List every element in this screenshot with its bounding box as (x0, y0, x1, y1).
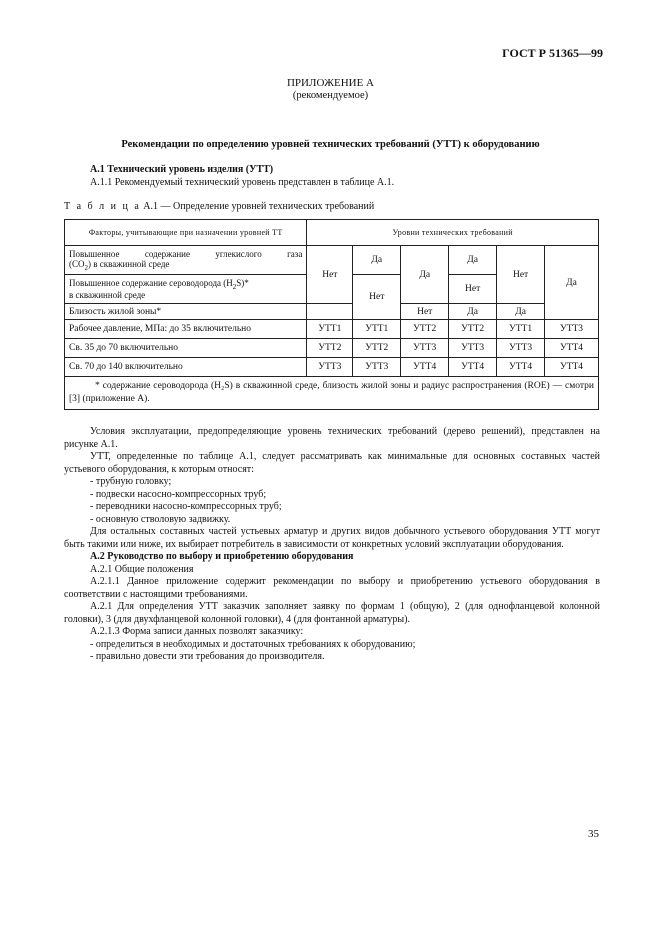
cell-co2-yes-c: Да (449, 246, 497, 275)
level-cell: УТТ1 (353, 320, 401, 339)
factor-zone: Близость жилой зоны* (65, 304, 307, 320)
header-factors: Факторы, учитывающие при назначении уровней ТТ (65, 220, 307, 246)
factor-h2s-line1 (69, 278, 302, 291)
list-item: - переводники насосно-компрессорных труб; (90, 501, 282, 512)
table-caption (64, 201, 374, 212)
body-paragraph: УТТ, определенные по таблице А.1, следует рассматривать как минимальные для основных составных частей устьевого оборудования, к которым относят: (64, 451, 600, 475)
factor-h2s-subscript: 2 (232, 282, 237, 291)
body-paragraph: А.2.1.1 Данное приложение содержит рекомендации по выбору и приобретению устьевого оборудования в соответствии с настоящими требованиями. (64, 576, 600, 600)
level-cell: УТТ3 (401, 339, 449, 358)
list-item: - трубную головку; (90, 476, 172, 487)
table-footnote-text: * содержание сероводорода (H₂S) в скважинной среде, близость жилой зоны и радиус распространения (ROE) — смотри [3] (приложение А). (69, 381, 594, 404)
cell-co2-yes-b: Да (401, 246, 449, 304)
level-cell: УТТ3 (307, 358, 353, 377)
factor-h2s-close: S)* (236, 277, 249, 288)
level-cell: УТТ4 (545, 358, 599, 377)
level-cell: УТТ2 (353, 339, 401, 358)
factor-h2s-line2: в скважинной среде (69, 290, 146, 301)
list-item: - определиться в необходимых и достаточных требованиях к оборудованию; (90, 638, 416, 650)
cell-co2-no: Нет (307, 246, 353, 304)
pressure-label: Св. 35 до 70 включительно (65, 339, 307, 358)
header-levels: Уровни технических требований (307, 220, 599, 246)
cell-zone-yes-b: Да (497, 304, 545, 320)
cell-co2-yes-a: Да (353, 246, 401, 275)
table-caption-text: А.1 — Определение уровней технических требований (143, 201, 375, 212)
factor-co2-line2 (69, 259, 302, 272)
appendix-subtitle: (рекомендуемое) (292, 90, 369, 101)
list-item: - основную стволовую задвижку. (90, 513, 231, 525)
body-paragraph: Условия эксплуатации, предопределяющие уровень технических требований (дерево решений), представлен на рисунке А.1. (64, 426, 600, 450)
table-row-pressure-70 (65, 339, 599, 358)
cell-zone-empty (307, 304, 353, 320)
factor-co2-line1: Повышенное содержание углекислого газа (69, 248, 303, 259)
table-footnote (65, 377, 599, 410)
level-cell: УТТ4 (401, 358, 449, 377)
body-text (64, 426, 600, 664)
factor-co2-subscript: 2 (84, 263, 88, 272)
table-row-pressure-140 (65, 358, 599, 377)
level-cell: УТТ3 (497, 339, 545, 358)
level-cell: УТТ4 (545, 339, 599, 358)
appendix-title: ПРИЛОЖЕНИЕ А (286, 77, 374, 89)
level-cell: УТТ2 (401, 320, 449, 339)
cell-zone-yes-a: Да (449, 304, 497, 320)
table-caption-label: Т а б л и ц а (64, 201, 141, 212)
table-row-zone (65, 304, 599, 320)
level-cell: УТТ2 (307, 339, 353, 358)
factor-co2 (65, 246, 307, 275)
body-paragraph: А.2.1.3 Форма записи данных позволят заказчику: (90, 626, 304, 637)
body-paragraph: А.2.1 Для определения УТТ заказчик заполняет заявку по формам 1 (общую), 2 (для однофланцевой колонной головки), 3 (для двухфланцевой колонной головки), 4 (для фонтанной арматуры). (64, 601, 600, 625)
table-footnote-row (65, 377, 599, 410)
level-cell: УТТ2 (449, 320, 497, 339)
cell-co2-no-b: Нет (497, 246, 545, 304)
requirements-table (64, 219, 599, 410)
cell-h2s-no-a: Нет (353, 275, 401, 320)
level-cell: УТТ4 (449, 358, 497, 377)
table-row-co2 (65, 246, 599, 275)
pressure-label: Св. 70 до 140 включительно (65, 358, 307, 377)
section-a1-title: А.1 Технический уровень изделия (УТТ) (90, 164, 274, 175)
level-cell: УТТ4 (497, 358, 545, 377)
factor-h2s (65, 275, 307, 304)
cell-h2s-no-b: Нет (449, 275, 497, 304)
page-number: 35 (588, 828, 599, 840)
level-cell: УТТ3 (353, 358, 401, 377)
cell-zone-no: Нет (401, 304, 449, 320)
cell-co2-yes-d: Да (545, 246, 599, 320)
table-header-row (65, 220, 599, 246)
body-paragraph: Для остальных составных частей устьевых арматур и других видов добычного устьевого оборудования УТТ могут быть такими или ниже, их выбирает потребитель в зависимости от конкретных условий эксплуатации оборудования. (64, 526, 600, 550)
pressure-label: Рабочее давление, МПа: до 35 включительно (65, 320, 307, 339)
factor-co2-close: ) в скважинной среде (88, 258, 170, 269)
list-item: - подвески насосно-компрессорных труб; (90, 488, 267, 500)
standard-number: ГОСТ Р 51365—99 (502, 46, 603, 60)
level-cell: УТТ3 (449, 339, 497, 358)
section-a21-title: А.2.1 Общие положения (90, 563, 194, 575)
section-a1-paragraph: А.1.1 Рекомендуемый технический уровень представлен в таблице А.1. (90, 177, 395, 188)
table-row-pressure-35 (65, 320, 599, 339)
factor-h2s-open: Повышенное содержание сероводорода (H (69, 277, 233, 288)
factor-co2-open: (CO (69, 258, 85, 269)
section-a2-title: А.2 Руководство по выбору и приобретению оборудования (90, 551, 354, 562)
appendix-heading: Рекомендации по определению уровней технических требований (УТТ) к оборудованию (121, 139, 540, 150)
level-cell: УТТ1 (497, 320, 545, 339)
list-item: - правильно довести эти требования до производителя. (90, 651, 325, 662)
level-cell: УТТ1 (307, 320, 353, 339)
level-cell: УТТ3 (545, 320, 599, 339)
